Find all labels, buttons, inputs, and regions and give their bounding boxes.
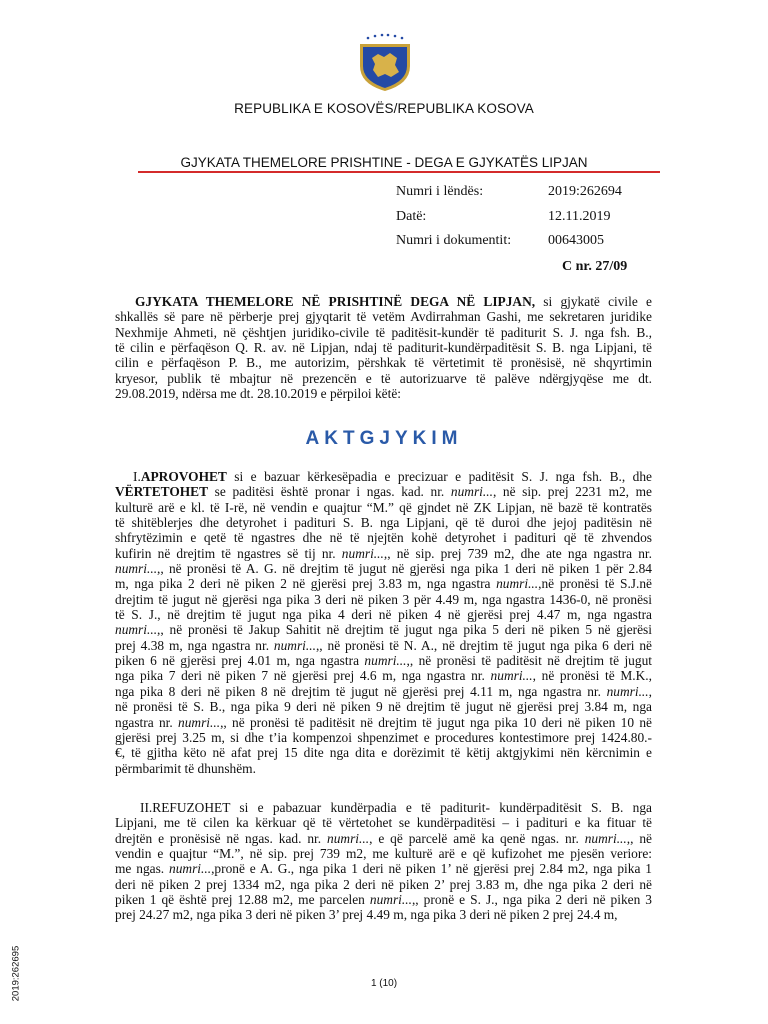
- document-number-value: 00643005: [548, 233, 604, 248]
- text-line: të shitëblerjes dhe detyrohet i padituri S. B. nga Lipjani, që të duroi dhe jejoj paditësin në: [115, 515, 652, 531]
- date-label: Datë:: [396, 208, 427, 224]
- case-number-label: Numri i lëndës:: [396, 184, 484, 199]
- document-number-label: Numri i dokumentit:: [396, 233, 512, 248]
- text-line: numri...,, në pronësi të A. G. në drejtim të jugut në gjerësi nga pika 1 deri në piken 1 për 2.84: [115, 561, 652, 577]
- c-number: C nr. 27/09: [562, 259, 628, 274]
- text-line: shkallës së pare në përberje prej gjyqtarit të vetëm Avdirrahman Gashi, me sekretaren juridike: [115, 309, 652, 325]
- section-two-paragraph: [115, 800, 652, 923]
- text-line: I.APROVOHET si e bazuar kërkesëpadia e precizuar e paditësit S. J. nga fsh. B., dhe: [133, 469, 652, 484]
- text-line: drejtim të jugut në gjerësi nga pika 3 deri në piken 3 për 4.49 m, nga ngastra 1436-0, në pronësi: [115, 591, 652, 607]
- text-line: deri në piken 2 prej 1334 m2, nga pika 2 deri në piken 2’ prej 3.83 m, dhe nga pika 2 deri në: [115, 876, 652, 892]
- text-line: kulturë arë e kl. të I-rë, në vendin e quajtur “M.” që gjndet në ZK Lipjan, në bazë të kontratës: [115, 499, 652, 515]
- text-line: shfrytëzimin e qetë të ngastres dhe në të njejtën kohë detyrohet i padituri që të zhvendos: [115, 530, 652, 546]
- page-number: 1 (10): [370, 978, 398, 989]
- section-one-paragraph: [115, 469, 652, 776]
- text-line: €, të gjitha këto në afat prej 15 dite nga dita e dorëzimit të këtij aktgjykimi nën kërcnimin e: [115, 745, 652, 761]
- text-line: prej 24.27 m2, nga pika 3 deri në piken 3’ prej 4.49 m, nga pika 3 deri në piken 2 prej 24.4 m,: [115, 907, 618, 923]
- header-divider: [138, 171, 660, 173]
- text-line: në pronësi të S. B., nga pika 9 deri në piken 9 në drejtim të jugut në gjerësi prej 3.84 m, nga: [115, 699, 652, 715]
- intro-paragraph: [115, 294, 652, 401]
- text-line: Lipjani, me të cilen ka kërkuar që të vërtetohet se kundërpaditësi – i padituri e ka fituar të: [115, 815, 652, 831]
- text-line: nga pika 7 deri në piken 7 në gjerësi prej 4.6 m, nga ngastra nr. numri..., në pronësi të M.K.,: [115, 668, 652, 684]
- text-line: piken 6 në gjerësi prej 4.01 m, nga ngastra numri...,, në pronësi të paditësit në drejtim të jugut: [115, 653, 652, 669]
- text-line: me ngas. numri...,pronë e A. G., nga pika 1 deri në piken 1’ në gjerësi prej 2.84 m2, nga pika 1: [115, 861, 652, 877]
- kosovo-coat-of-arms-icon: [358, 32, 412, 92]
- text-line: GJYKATA THEMELORE NË PRISHTINË DEGA NË LIPJAN, si gjykatë civile e: [135, 294, 652, 309]
- text-line: përmbarimit të dhunshëm.: [115, 760, 256, 776]
- republic-heading: REPUBLIKA E KOSOVËS/REPUBLIKA KOSOVA: [234, 101, 534, 116]
- text-line: prej 4.38 m, nga ngastra nr. numri...,, në pronësi të N. A., në drejtim të jugut nga pika 6 deri në: [115, 637, 652, 653]
- text-line: piken 1 që është prej 12.88 m2, me parcelen numri...,, pronë e S. J., nga pika 2 deri në piken 3: [115, 892, 652, 908]
- text-line: cilin e përfaqëson P. B., me autorizim, përshkak të vërtetimit të pronësisë, në shqyrtimin: [115, 355, 652, 371]
- side-document-number: 2019:262695: [10, 945, 22, 1002]
- text-line: m, nga pika 2 deri në piken 2 në gjerësi prej 3.83 m, nga ngastra numri...,në pronësi të S.J.në: [115, 576, 652, 592]
- court-heading: GJYKATA THEMELORE PRISHTINE - DEGA E GJYKATËS LIPJAN: [180, 155, 588, 170]
- text-line: vendin e quajtur “M.”, në sip. prej 739 m2, me kulturë arë e që kufizohet me pjesën veriore:: [115, 846, 652, 862]
- text-line: gjerësi prej 3.25 m, si dhe t’ia kompenzoi shpenzimet e procedures kontestimore prej 1424.80.-: [115, 729, 652, 745]
- text-line: të cilin e përfaqëson Q. R. av. në Lipjan, ndaj të paditurit-kundërpaditësit S. B. nga Lipjani, të: [115, 340, 652, 356]
- text-line: kufirin në drejtim të ngastres së tij nr. numri...,, në sip. prej 739 m2, dhe ate nga ngastra nr.: [115, 545, 652, 561]
- date-value: 12.11.2019: [548, 208, 611, 224]
- case-number-value: 2019:262694: [548, 184, 622, 199]
- text-line: VËRTETOHET se paditësi është pronar i ngas. kad. nr. numri..., në sip. prej 2231 m2, me: [115, 484, 652, 500]
- text-line: 29.08.2019, ndërsa me dt. 28.10.2019 e përpiloi këtë:: [115, 386, 401, 402]
- text-line: numri...,, në pronësi të Jakup Sahitit në drejtim të jugut nga pika 5 deri në piken 5 në gjerësi: [115, 622, 652, 638]
- text-line: të S. J., në drejtim të jugut nga pika 4 deri në piken 4 në gjerësi prej 4.47 m, nga ngastra: [115, 607, 652, 623]
- text-line: drejtën e pronësisë në ngas. kad. nr. numri..., e që parcelë amë ka qenë ngas. nr. numri...,, në: [115, 830, 652, 846]
- text-line: kryesor, publik të mbajtur në prezencën e të autorizuarve të palëve ndërgjyqëse me dt.: [115, 370, 652, 386]
- text-line: ngastra nr. numri...,, në pronësi të paditësit në drejtim të jugut nga pika 10 deri në piken 10 në: [115, 714, 652, 730]
- document-title: AKTGJYKIM: [305, 428, 463, 449]
- text-line: nga pika 8 deri në piken 8 në drejtim të jugut në gjerësi prej 4.11 m, nga ngastra nr. numri...,: [115, 683, 652, 699]
- text-line: II.REFUZOHET si e pabazuar kundërpadia e të paditurit- kundërpaditësit S. B. nga: [140, 800, 652, 815]
- text-line: Nexhmije Ahmeti, në çështjen juridiko-civile të paditësit-kundër të paditurit S. J. nga fsh. B.,: [115, 324, 652, 340]
